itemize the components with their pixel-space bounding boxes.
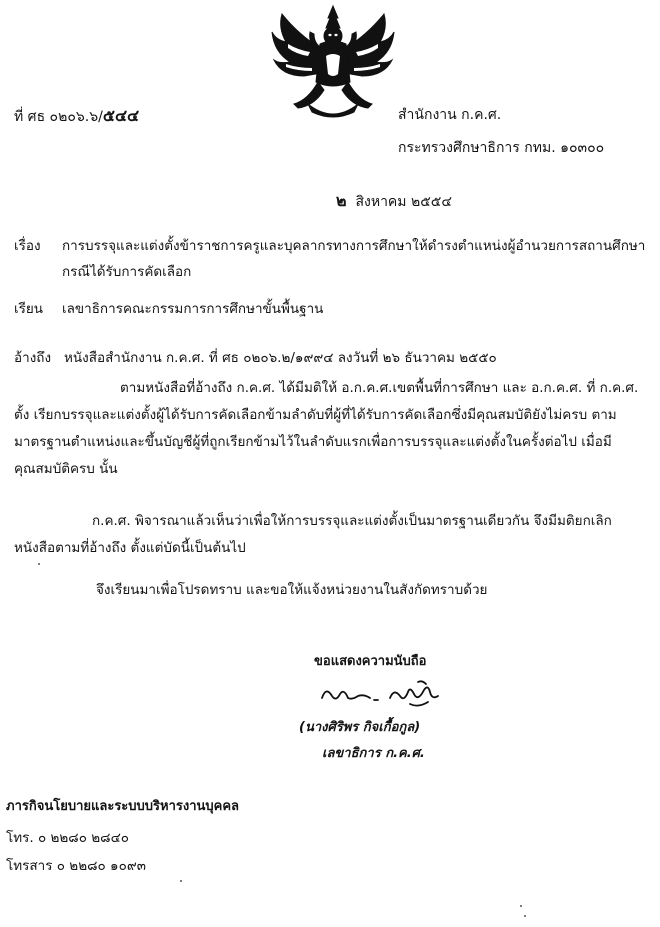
scan-speck xyxy=(180,880,182,882)
phone-number: โทร. ๐ ๒๒๘๐ ๒๘๔๐ xyxy=(6,830,130,846)
reference-number-label: ที่ ศธ ๐๒๐๖.๖/ xyxy=(14,109,103,125)
letter-date-month-year: สิงหาคม ๒๕๕๔ xyxy=(355,194,452,210)
reference-value: หนังสือสำนักงาน ก.ค.ศ. ที่ ศธ ๐๒๐๖.๒/๑๙๙๔ ลงวันที่ ๒๖ ธันวาคม ๒๕๕๐ xyxy=(64,350,497,366)
scan-speck xyxy=(38,563,40,565)
reference-label: อ้างถึง xyxy=(14,350,52,366)
garuda-emblem-icon xyxy=(268,4,398,122)
reference-number xyxy=(14,104,139,129)
signer-title: เลขาธิการ ก.ค.ศ. xyxy=(322,746,425,761)
body-paragraph-1 xyxy=(14,375,646,483)
letter-date xyxy=(336,189,452,214)
recipient-label: เรียน xyxy=(14,301,44,317)
signer-name: (นางศิริพร กิจเกื้อกูล) xyxy=(299,720,421,735)
scan-speck xyxy=(520,905,522,907)
recipient-value: เลขาธิการคณะกรรมการการศึกษาขั้นพื้นฐาน xyxy=(62,301,324,317)
department-name: ภารกิจนโยบายและระบบบริหารงานบุคคล xyxy=(6,799,240,814)
fax-number: โทรสาร ๐ ๒๒๘๐ ๑๐๙๓ xyxy=(6,858,146,874)
office-name: สำนักงาน ก.ค.ศ. xyxy=(398,107,502,123)
subject-text-line1: การบรรจุและแต่งตั้งข้าราชการครูและบุคลากรทางการศึกษาให้ดำรงตำแหน่งผู้อำนวยการสถานศึกษา xyxy=(62,238,646,254)
body-paragraph-3: จึงเรียนมาเพื่อโปรดทราบ และขอให้แจ้งหน่วยงานในสังกัดทราบด้วย xyxy=(96,582,488,598)
subject-text-line2: กรณีได้รับการคัดเลือก xyxy=(62,264,192,280)
body-paragraph-2 xyxy=(14,508,646,562)
letter-date-day: ๒ xyxy=(336,191,347,210)
closing-salutation: ขอแสดงความนับถือ xyxy=(314,654,427,669)
body-paragraph-1-text: ตามหนังสือที่อ้างถึง ก.ค.ศ. ได้มีมติให้ อ.ก.ค.ศ.เขตพื้นที่การศึกษา และ อ.ก.ค.ศ. ที่ ก.ค.ศ. ตั้ง เรียกบรรจุและแต่งตั้งผู้ได้รับการคัดเลือกข้ามลำดับที่ผู้ที่ได้รับการคัดเลือกซึ่งมีคุณสมบัติยังไม่ครบ ตามมาตรฐานตำแหน่งและขึ้นบัญชีผู้ที่ถูกเรียกข้ามไว้ในลำดับแรกเพื่อการบรรจุและแต่งตั้งในครั้งต่อไป เมื่อมีคุณสมบัติครบ นั้น xyxy=(14,380,639,477)
office-address: กระทรวงศึกษาธิการ กทม. ๑๐๓๐๐ xyxy=(398,140,605,156)
body-paragraph-2-text: ก.ค.ศ. พิจารณาแล้วเห็นว่าเพื่อให้การบรรจุและแต่งตั้งเป็นมาตรฐานเดียวกัน จึงมีมติยกเลิก หนังสือตามที่อ้างถึง ตั้งแต่บัดนี้เป็นต้นไป xyxy=(14,513,612,556)
scan-speck xyxy=(524,915,526,917)
subject-label: เรื่อง xyxy=(14,238,41,254)
handwritten-signature-icon xyxy=(318,678,448,710)
reference-number-handwritten: ๕๔๔ xyxy=(102,106,140,125)
